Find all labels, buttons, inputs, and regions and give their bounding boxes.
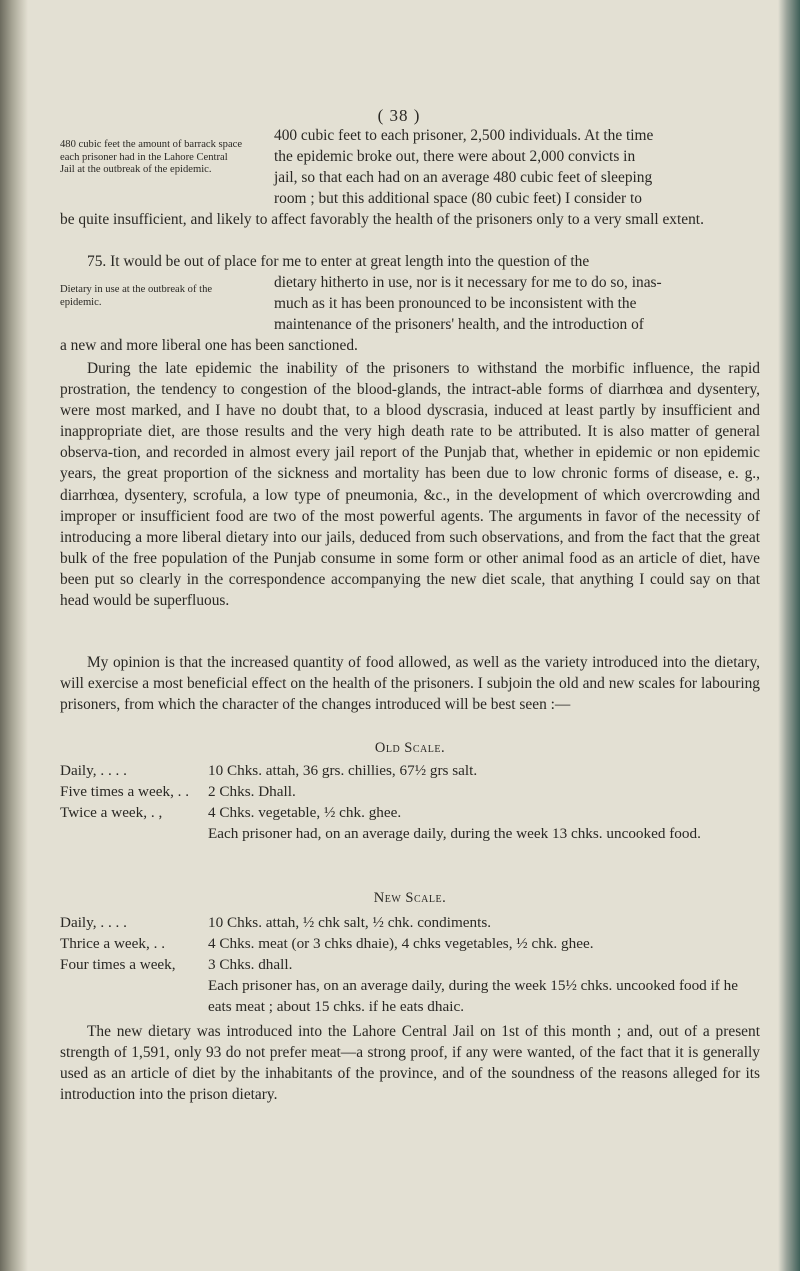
text-line: maintenance of the prisoners' health, and the introduction of	[274, 316, 644, 334]
section-75-first-line: 75. It would be out of place for me to enter at great length into the question of the	[87, 253, 590, 270]
book-binding-right	[778, 0, 800, 1271]
row-value: 3 Chks. dhall.	[208, 956, 293, 973]
row-value: 4 Chks. meat (or 3 chks dhaie), 4 chks vegetables, ½ chk. ghee.	[208, 935, 594, 952]
paragraph-text: My opinion is that the increased quantity of food allowed, as well as the variety introduced into the dietary, will exercise a most beneficial effect on the health of the prisoners. I subjoin the old and new scales for labouring prisoners, from which the character of the changes introduced will be best seen :—	[60, 654, 760, 714]
section-75-continuation: a new and more liberal one has been sanctioned.	[60, 337, 358, 354]
row-value: 10 Chks. attah, 36 grs. chillies, 67½ grs salt.	[208, 762, 478, 779]
text-line: 400 cubic feet to each prisoner, 2,500 individuals. At the time	[274, 127, 654, 144]
row-label: Daily, . . . .	[60, 762, 127, 779]
text-line: dietary hitherto in use, nor is it necessary for me to do so, inas-	[274, 274, 662, 291]
text-line: room ; but this additional space (80 cubic feet) I consider to	[274, 190, 642, 208]
row-value: 2 Chks. Dhall.	[208, 783, 296, 800]
row-label: Daily, . . . .	[60, 914, 127, 931]
margin-note-barrack-space: 480 cubic feet the amount of barrack space each prisoner had in the Lahore Central Jail at the outbreak of the epidemic.	[60, 139, 243, 175]
row-value: Each prisoner has, on an average daily, during the week 15½ chks. uncooked food if he eats meat ; about 15 chks. if he eats dhaic.	[208, 977, 738, 1015]
text-line: jail, so that each had on an average 480 cubic feet of sleeping	[274, 169, 653, 187]
old-scale-heading: Old Scale.	[374, 740, 446, 756]
book-binding-left	[0, 0, 28, 1271]
text-line: much as it has been pronounced to be inconsistent with the	[274, 295, 637, 313]
section-74-wrapped-text	[274, 125, 760, 209]
paragraph-opinion	[60, 652, 760, 715]
text-line: the epidemic broke out, there were about 2,000 convicts in	[274, 148, 636, 166]
row-label: Four times a week,	[60, 956, 176, 973]
paragraph-text: The new dietary was introduced into the Lahore Central Jail on 1st of this month ; and, out of a present strength of 1,591, only 93 do not prefer meat—a strong proof, if any were wanted, of the fact that it is generally used as an article of diet by the inhabitants of the province, and of the soundness of the reasons alleged for its introduction into the prison dietary.	[60, 1023, 760, 1104]
paragraph-epidemic	[60, 358, 760, 611]
row-label: Five times a week, . .	[60, 783, 190, 800]
paragraph-text: During the late epidemic the inability of the prisoners to withstand the morbific influence, the rapid prostration, the tendency to congestion of the blood-glands, the intract-able forms of diarrhœa and dysentery, were most marked, and I have no doubt that, to a blood dyscrasia, induced at least partly by insufficient and inappropriate diet, are those results and the very high death rate to be attributed. It is also matter of general observa-tion, and recorded in almost every jail report of the Punjab that, whether in epidemic or non epidemic years, the great proportion of the sickness and mortality has been due to low chronic forms of disease, e. g., diarrhœa, dysentery, scrofula, a low type of pneumonia, &c., in the development of which overcrowding and improper or insufficient food are two of the most powerful agents. The arguments in favor of the necessity of introducing a more liberal dietary into our jails, deduced from such observations, and from the fact that the great bulk of the free population of the Punjab consume in some form or other animal food as an article of diet, have been put so clearly in the correspondence accompanying the new diet scale, that anything I could say on that head would be superfluous.	[60, 360, 760, 610]
row-label: Twice a week, . ,	[60, 804, 163, 821]
row-value: Each prisoner had, on an average daily, during the week 13 chks. uncooked food.	[208, 825, 701, 842]
row-label: Thrice a week, . .	[60, 935, 165, 952]
section-74-continuation: be quite insufficient, and likely to affect favorably the health of the prisoners only to a very small extent.	[60, 211, 704, 228]
document-page	[38, 0, 760, 1271]
margin-note-dietary: Dietary in use at the outbreak of the epidemic.	[60, 284, 213, 308]
section-75-wrapped-text	[274, 272, 760, 335]
row-value: 4 Chks. vegetable, ½ chk. ghee.	[208, 804, 402, 821]
page-number: ( 38 )	[377, 106, 421, 125]
new-scale-heading: New Scale.	[373, 890, 447, 906]
paragraph-closing	[60, 1021, 760, 1105]
row-value: 10 Chks. attah, ½ chk salt, ½ chk. condiments.	[208, 914, 492, 931]
